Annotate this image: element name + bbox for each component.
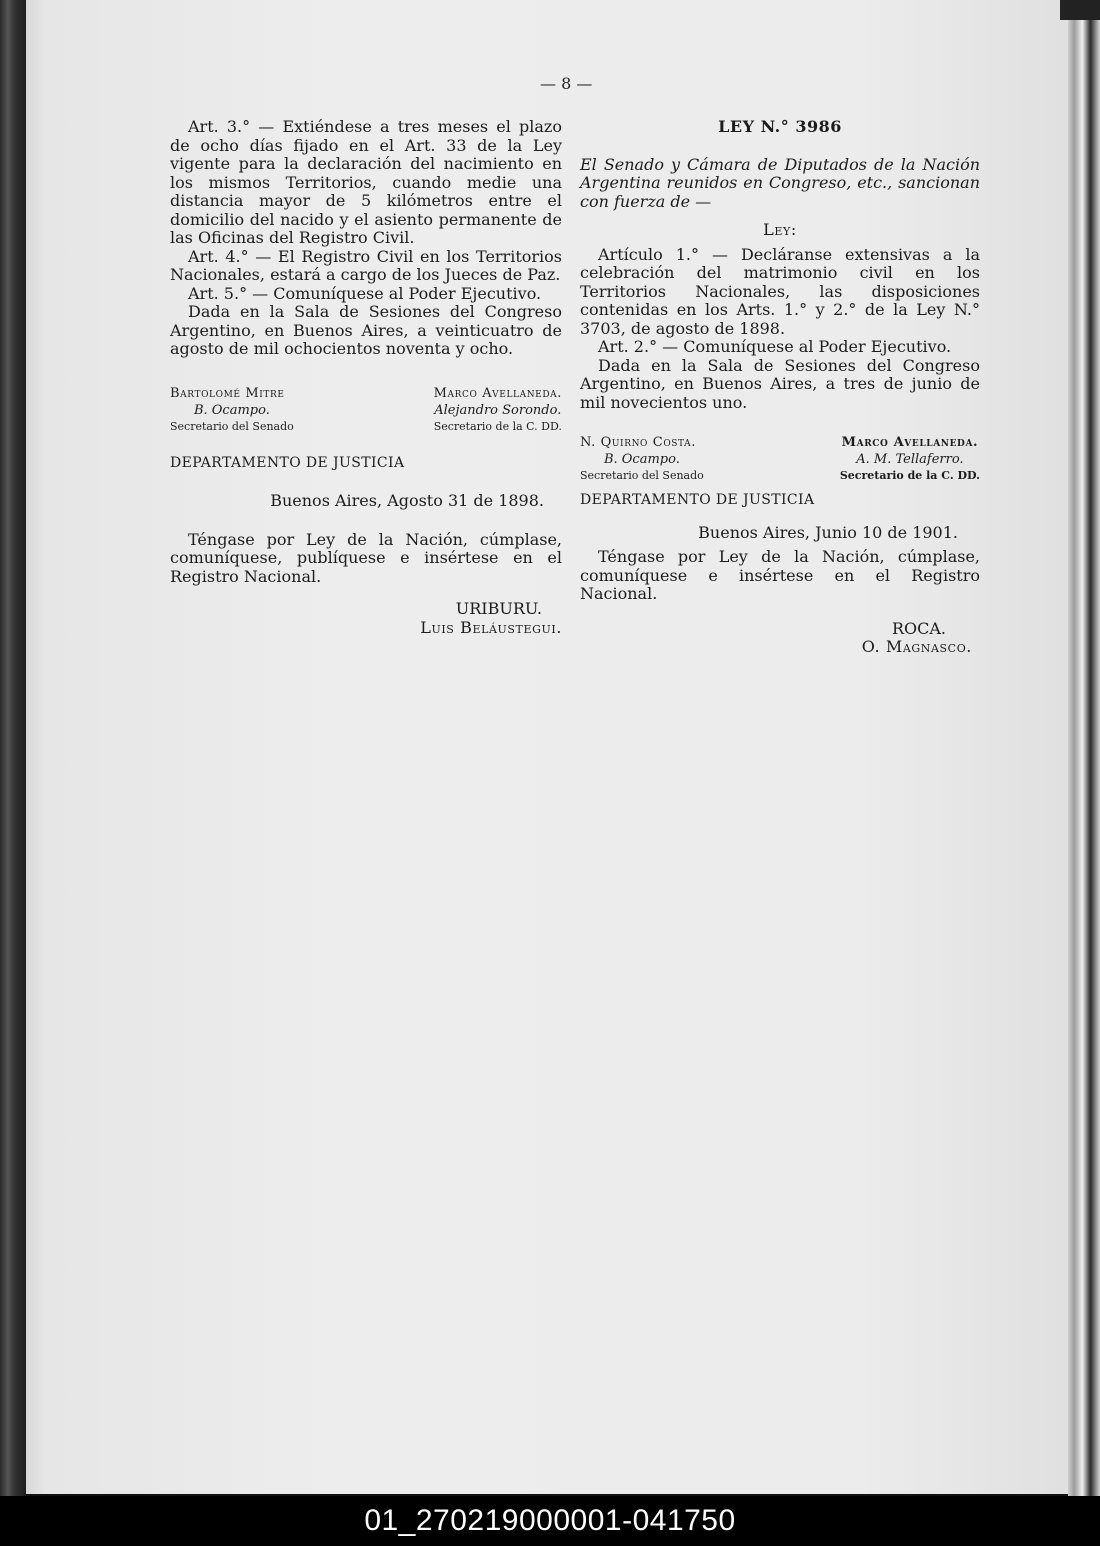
left-signer-minister: Luis Beláustegui. [420,617,562,637]
signature-role: Secretario del Senado [580,469,704,482]
signature-role: Secretario de la C. DD. [433,419,562,433]
left-date-line: Buenos Aires, Agosto 31 de 1898. [270,491,544,510]
right-sanction-paragraph: Dada en la Sala de Sesiones del Congreso Argentino, en Buenos Aires, a tres de junio de mil novecientos uno. [580,355,980,412]
scan-id-text: 01_270219000001-041750 [364,1504,736,1537]
signature-secretary: B. Ocampo. [603,452,680,467]
signature-secretary: Alejandro Sorondo. [434,402,562,418]
right-signature-chamber [840,434,980,483]
right-article-2: Art. 2.° — Comuníquese al Poder Ejecutivo. [598,337,952,356]
left-signature-chamber [434,385,562,434]
signature-secretary: A. M. Tellaferro. [856,452,964,467]
left-signature-senate [170,385,294,434]
left-department-heading: DEPARTAMENTO DE JUSTICIA [170,454,405,471]
signature-secretary: B. Ocampo. [193,402,270,418]
law-preamble: El Senado y Cámara de Diputados de la Nación Argentina reunidos en Congreso, etc., sancionan con fuerza de — [580,154,980,211]
signature-name: N. Quirno Costa. [580,435,697,450]
left-decree: Téngase por Ley de la Nación, cúmplase, comuníquese, publíquese e insértese en el Registro Nacional. [170,529,562,586]
right-signer-minister: O. Magnasco. [861,637,972,656]
left-article-5: Art. 5.° — Comuníquese al Poder Ejecutivo. [188,283,542,303]
page-number: — 8 — [540,74,593,93]
left-signer-president: URIBURU. [455,599,542,618]
right-date-line: Buenos Aires, Junio 10 de 1901. [698,522,958,542]
right-signer-president: ROCA. [891,618,946,638]
right-department-heading: DEPARTAMENTO DE JUSTICIA [580,492,815,508]
signature-role: Secretario del Senado [170,419,294,433]
left-article-3: Art. 3.° — Extiéndese a tres meses el plazo de ocho días fijado en el Art. 33 de la Ley vigente para la declaración del nacimiento en los mismos Territorios, cuando medie una distancia mayor de 5 kilómetros entre el domicilio del nacido y el asiento permanente de las Oficinas del Registro Civil. [170,117,562,247]
right-signature-senate [580,434,704,483]
signature-name: Marco Avellaneda. [841,435,979,450]
signature-name: Marco Avellaneda. [433,385,562,401]
page-edge-stack [1068,0,1100,1496]
right-decree: Téngase por Ley de la Nación, cúmplase, comuníquese e insértese en el Registro Nacional. [580,547,980,603]
signature-name: Bartolomé Mitre [170,385,285,401]
page-corner-shadow [1060,0,1100,20]
left-sanction-paragraph: Dada en la Sala de Sesiones del Congreso Argentino, en Buenos Aires, a veinticuatro de agosto de mil ochocientos noventa y ocho. [170,302,562,358]
right-signature-block [580,434,980,483]
left-column [170,118,562,637]
book-binding [0,0,26,1496]
right-column [580,118,980,657]
law-title: LEY N.° 3986 [718,117,842,136]
right-article-1: Artículo 1.° — Decláranse extensivas a la celebración del matrimonio civil en los Territorios Nacionales, las disposiciones contenidas en los Arts. 1.° y 2.° de la Ley N.° 3703, de agosto de 1898. [580,244,980,338]
signature-role: Secretario de la C. DD. [839,469,980,482]
left-signature-block [170,385,562,434]
law-heading: Ley: [763,220,797,239]
left-article-4: Art. 4.° — El Registro Civil en los Territorios Nacionales, estará a cargo de los Jueces de Paz. [170,246,562,284]
scan-id-footer [0,1496,1100,1546]
